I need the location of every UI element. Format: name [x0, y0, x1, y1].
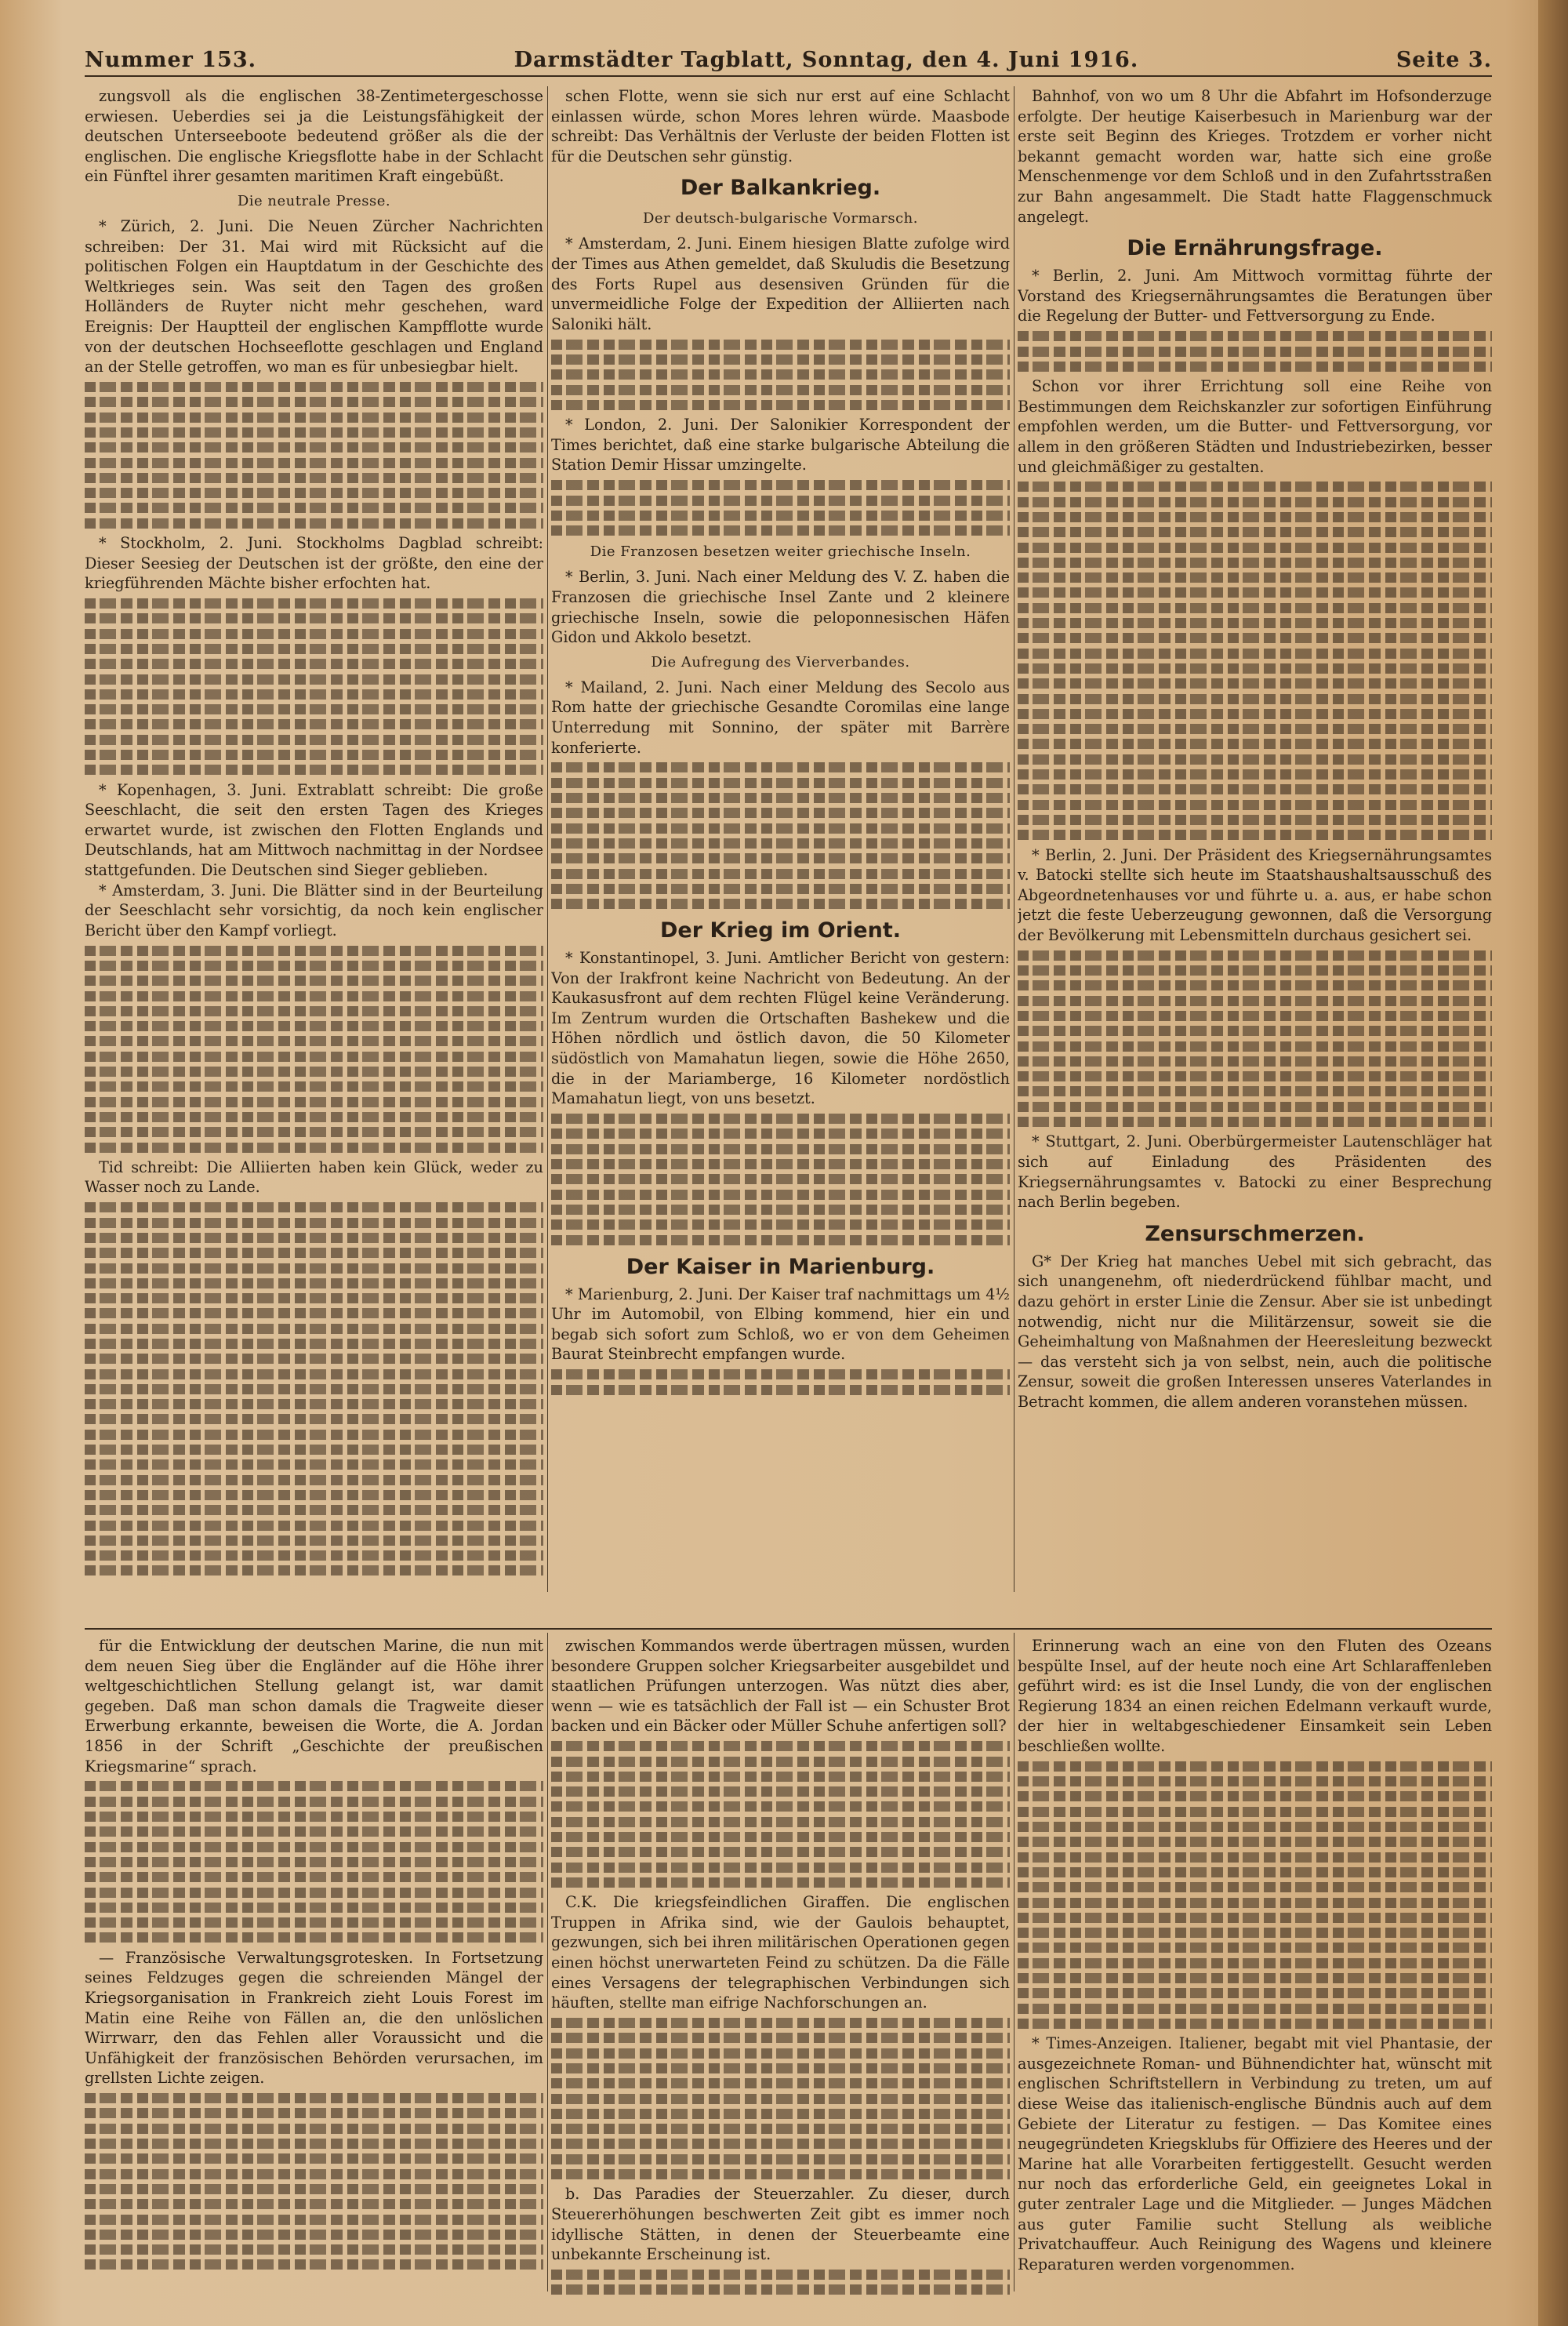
article-text-line — [551, 2063, 1010, 2073]
article-text: * Berlin, 2. Juni. Der Präsident des Kriegsernährungsamtes v. Batocki stellte sich heute im Staatshaushaltsausschuß des Abgeordnetenhauses vor und führte u. a. aus, er habe schon jetzt die feste Ueberzeugung gewonnen, daß die Versorgung der Bevölkerung mit Lebensmitteln durchaus gesichert sei. — [1018, 845, 1492, 944]
article-text-line — [1018, 739, 1492, 749]
article-text: * Mailand, 2. Juni. Nach einer Meldung des Secolo aus Rom hatte der griechische Gesandte Coromilas eine lange Unterredung mit Sonnino, der später mit Barrère konferierte. — [551, 678, 1010, 757]
article-text-line — [85, 427, 543, 438]
article-text-line — [551, 1114, 1010, 1124]
article-text-line — [1018, 587, 1492, 598]
page-number: Seite 3. — [1396, 47, 1492, 72]
article-text: * Stockholm, 2. Juni. Stockholms Dagblad schreibt: Dieser Seesieg der Deutschen ist der größte, den eine der kriegführenden Mächte bisher erfochten hat. — [85, 533, 543, 593]
article-text-line — [551, 1369, 1010, 1379]
article-text-line — [1018, 331, 1492, 341]
article-text-line — [85, 765, 543, 775]
article-text-line — [551, 496, 1010, 506]
article-text: Tid schreibt: Die Alliierten haben kein Glück, weder zu Wasser noch zu Lande. — [85, 1158, 543, 1197]
column-1 — [85, 86, 543, 1625]
article-text-line — [85, 1384, 543, 1394]
article-text-line — [1018, 784, 1492, 794]
article-text-line — [1018, 1056, 1492, 1067]
article-text-line — [551, 2284, 1010, 2295]
section-heading: Der Krieg im Orient. — [660, 918, 901, 943]
article-text-line — [1018, 527, 1492, 537]
article-text-line — [85, 2184, 543, 2194]
article-text-line — [1018, 482, 1492, 492]
article-text-line — [85, 1067, 543, 1077]
article-text-line — [551, 1817, 1010, 1827]
article-text-line — [85, 1536, 543, 1546]
article-text-line — [85, 2139, 543, 2149]
article-text: zwischen Kommandos werde übertragen müssen, wurden besondere Gruppen solcher Kriegsarbeiter ausgebildet und staatlichen Prüfungen unterzogen. Was nützt dies aber, wenn — wie es tatsächlich der Fall ist — ein Schuster Brot backen und ein Bäcker oder Müller Schuhe anfertigen soll? — [551, 1637, 1010, 1735]
article-text-line — [85, 442, 543, 452]
article-text-line — [551, 2094, 1010, 2104]
article-text-line — [85, 1781, 543, 1791]
article-text-line — [551, 385, 1010, 395]
article-text-line — [85, 598, 543, 609]
article-text-line — [85, 488, 543, 498]
article-text-line — [551, 511, 1010, 521]
article-text: * Berlin, 2. Juni. Am Mittwoch vormittag führte der Vorstand des Kriegsernährungsamtes die Beratungen über die Regelung der Butter- und Fettversorgung zu Ende. — [1018, 267, 1492, 325]
article-text-line — [1018, 1071, 1492, 1081]
article-text-line — [551, 1801, 1010, 1812]
article-text-line — [85, 2169, 543, 2179]
section-heading: Die Ernährungsfrage. — [1127, 236, 1383, 261]
article-text-line — [1018, 543, 1492, 553]
article-text-line — [1018, 1898, 1492, 1908]
article-text-line — [551, 1877, 1010, 1888]
article-text: * Berlin, 3. Juni. Nach einer Meldung des V. Z. haben die Franzosen die griechische Insel Zante und 2 kleinere griechische Inseln, sowie die peloponnesischen Häfen Gidon und Akkolo besetzt. — [551, 568, 1010, 647]
article-text-line — [551, 525, 1010, 536]
article-text-line — [85, 2215, 543, 2225]
article-text-line — [85, 613, 543, 623]
article-text-line — [551, 1863, 1010, 1873]
article-text-line — [551, 1772, 1010, 1782]
article-text: G* Der Krieg hat manches Uebel mit sich gebracht, das sich unangenehm, oft niederdrückend fühlbar macht, und dazu gehört in erster Linie die Zensur. Aber sie ist unbedingt notwendig, nicht nur die Militärzensur, soweit sie die Geheimhaltung von Maßnahmen der Heeresleitung bezweckt — das versteht sich ja von selbst, nein, auch die politische Zensur, soweit die großen Interessen unseres Vaterlandes in Betracht kommen, die allem anderen voranstehen müssen. — [1018, 1252, 1492, 1411]
article-text-line — [1018, 694, 1492, 704]
article-text-line — [1018, 1761, 1492, 1772]
article-text-line — [85, 704, 543, 714]
article-text-line — [1018, 1958, 1492, 1968]
article-text-line — [85, 1414, 543, 1424]
article-text-line — [551, 1144, 1010, 1154]
article-text: * Konstantinopel, 3. Juni. Amtlicher Bericht von gestern: Von der Irakfront keine Nachricht von Bedeutung. An der Kaukasusfront auf dem rechten Flügel keine Veränderung. Im Zentrum wurden die Ortschaften Bashekew und die Höhen nördlich und östlich davon, die 50 Kilometer südöstlich von Mamahatun liegen, sowie die Höhe 2650, die in der Mariamberge, 16 Kilometer nordöstlich Mamahatun liegt, von uns besetzt. — [551, 949, 1010, 1108]
article-text-line — [1018, 1822, 1492, 1832]
article-text: für die Entwicklung der deutschen Marine, die nun mit dem neuen Sieg über die Engländer auf die Höhe ihrer weltgeschichtlichen Stellung gelangt ist, war damit gegeben. Daß man schon damals die Tragweite dieser Erwerbung erkannte, beweisen die Worte, die A. Jordan 1856 in der Schrift „Geschichte der preußischen Kriegsmarine“ sprach. — [85, 1637, 543, 1775]
article-text-line — [551, 1190, 1010, 1200]
section-heading: Der Balkankrieg. — [680, 176, 881, 201]
article-text-line — [1018, 1102, 1492, 1112]
article-text-line — [85, 503, 543, 513]
article-text-line — [551, 823, 1010, 834]
article-text-line — [1018, 1973, 1492, 1983]
article-text-line — [85, 750, 543, 760]
article-text-line — [551, 1205, 1010, 1215]
article-text-line — [85, 674, 543, 685]
article-text: — Französische Verwaltungsgrotesken. In Fortsetzung seines Feldzuges gegen die schreienden Mängel der Kriegsorganisation in Frankreich zieht Louis Forest im Matin eine Reihe von Fällen an, die den unlöslichen Wirrwarr, den das Fehlen aller Voraussicht und die Unfähigkeit der französischen Behörden verursachen, im grellsten Lichte zeigen. — [85, 1948, 543, 2088]
article-text-line — [551, 853, 1010, 863]
article-text-line — [1018, 980, 1492, 990]
article-text-line — [85, 735, 543, 745]
article-text-line — [1018, 603, 1492, 613]
article-text-line — [1018, 663, 1492, 674]
article-text-line — [85, 1430, 543, 1440]
article-text-line — [1018, 649, 1492, 659]
article-text-line — [1018, 1837, 1492, 1847]
article-text-line — [85, 1248, 543, 1258]
article-text-line — [551, 1757, 1010, 1767]
article-text-line — [1018, 1117, 1492, 1127]
article-text-line — [1018, 678, 1492, 689]
article-text: zungsvoll als die englischen 38-Zentimetergeschosse erwiesen. Ueberdies sei ja die Leistungsfähigkeit der deutschen Unterseeboote bedeutend größer als die der englischen. Die englische Kriegsflotte habe in der Schlacht ein Fünftel ihrer gesamten maritimen Kraft eingebüßt. — [85, 87, 543, 186]
article-text-line — [551, 400, 1010, 410]
article-text-line — [85, 1932, 543, 1943]
article-text-line — [551, 2048, 1010, 2059]
article-text-line — [551, 1741, 1010, 1751]
article-text-line — [1018, 830, 1492, 840]
article-text-line — [1018, 965, 1492, 976]
article-text-line — [85, 458, 543, 468]
column-divider — [547, 1633, 548, 2291]
article-text-line — [551, 2078, 1010, 2088]
article-text-line — [85, 1127, 543, 1137]
column-3 — [1018, 86, 1492, 1625]
article-text-line — [85, 1521, 543, 1531]
article-text-line — [85, 1490, 543, 1500]
article-text-line — [85, 629, 543, 639]
article-text-line — [551, 340, 1010, 350]
article-text-line — [551, 1786, 1010, 1797]
article-text-line — [85, 518, 543, 529]
article-text-line — [85, 1308, 543, 1318]
article-text-line — [85, 1202, 543, 1212]
article-text-line — [85, 1278, 543, 1288]
article-text-line — [85, 1218, 543, 1228]
article-text-line — [1018, 1807, 1492, 1817]
article-text-line — [551, 1174, 1010, 1184]
article-text-line — [85, 961, 543, 971]
article-text-line — [85, 2108, 543, 2118]
article-text-line — [85, 1233, 543, 1243]
article-text-line — [85, 644, 543, 654]
section-heading: Zensurschmerzen. — [1145, 1221, 1365, 1246]
article-text-line — [1018, 1882, 1492, 1892]
subheading: Die Franzosen besetzen weiter griechische Inseln. — [590, 543, 971, 561]
book-binding-edge — [1538, 0, 1568, 2326]
article-text-line — [1018, 362, 1492, 372]
article-text-line — [1018, 1041, 1492, 1052]
subheading: Die Aufregung des Vierverbandes. — [651, 653, 910, 671]
article-text-line — [85, 1293, 543, 1303]
article-text-line — [85, 1812, 543, 1822]
subheading: Der deutsch-bulgarische Vormarsch. — [642, 210, 918, 227]
masthead — [85, 44, 1492, 77]
article-text-line — [85, 1903, 543, 1913]
article-text-line — [1018, 633, 1492, 643]
issue-number: Nummer 153. — [85, 47, 257, 72]
article-text-line — [1018, 1867, 1492, 1877]
article-text-line — [551, 2139, 1010, 2149]
article-text-line — [85, 1339, 543, 1349]
article-text-line — [1018, 800, 1492, 810]
article-text-line — [85, 2230, 543, 2240]
article-text: * Zürich, 2. Juni. Die Neuen Zürcher Nachrichten schreiben: Der 31. Mai wird mit Rücksicht auf die politischen Folgen ein Hauptdatum in der Geschichte des Weltkrieges sein. Was seit den Tagen des großen Holländers de Ruyter nicht mehr geschehen, ward Ereignis: Der Hauptteil der englischen Kampfflotte wurde von der deutschen Hochseeflotte geschlagen und England an der Stelle getroffen, wo man es für unbesiegbar hielt. — [85, 216, 543, 376]
article-text-line — [1018, 497, 1492, 507]
article-text-line — [1018, 347, 1492, 357]
article-text-line — [85, 382, 543, 392]
article-text-line — [85, 1369, 543, 1379]
article-text-line — [85, 413, 543, 423]
section-heading: Der Kaiser in Marienburg. — [626, 1254, 935, 1279]
article-text-line — [1018, 815, 1492, 825]
article-text-line — [551, 1235, 1010, 1245]
article-text-line — [85, 1052, 543, 1062]
article-text-line — [85, 1872, 543, 1882]
article-text-line — [1018, 2019, 1492, 2029]
article-text-line — [1018, 724, 1492, 734]
article-text-line — [85, 946, 543, 956]
article-text-line — [85, 1036, 543, 1046]
article-text: * Times-Anzeigen. Italiener, begabt mit viel Phantasie, der ausgezeichnete Roman- und Bühnendichter hat, wünscht mit englischen Schriftstellern in Verbindung zu treten, um auf diese Weise das italienisch-englische Bündnis auch auf dem Gebiete der Literatur zu festigen. — Das Komitee eines neugegründeten Kriegsklubs für Offiziere des Heeres und der Marine hat alle Vorarbeiten fertiggestellt. Gesucht werden nur noch das erforderliche Geld, ein geeignetes Lokal in guter zentraler Lage und die Mitglieder. — Junges Mädchen aus guter Familie sucht Stellung als weibliche Privatchauffeur. Auch Reinigung des Wagens und kleinere Reparaturen werden vorgenommen. — [1018, 2034, 1492, 2273]
article-text-line — [551, 762, 1010, 772]
article-text-line — [1018, 1026, 1492, 1036]
article-text-line — [551, 1847, 1010, 1857]
article-text-line — [1018, 754, 1492, 765]
column-2 — [551, 86, 1010, 1625]
article-text-line — [1018, 572, 1492, 583]
article-text-line — [551, 869, 1010, 879]
article-text-line — [551, 2109, 1010, 2119]
article-text-line — [85, 1263, 543, 1274]
column-5 — [551, 1636, 1010, 2295]
article-text-line — [1018, 1011, 1492, 1021]
article-text-line — [85, 2124, 543, 2134]
column-6 — [1018, 1636, 1492, 2295]
article-text-line — [85, 1324, 543, 1334]
article-text: * Kopenhagen, 3. Juni. Extrablatt schreibt: Die große Seeschlacht, die seit den ersten Tagen des Krieges erwartet wurde, ist zwischen den Flotten Englands und Deutschlands, hat am Mittwoch nachmittag in der Nordsee stattgefunden. Die Deutschen sind Sieger geblieben. — [85, 780, 543, 879]
article-text: Bahnhof, von wo um 8 Uhr die Abfahrt im Hofsonderzuge erfolgte. Der heutige Kaiserbesuch in Marienburg war der erste seit Beginn des Krieges. Trotzdem er vorher nicht bekannt gemacht worden war, hatte sich eine große Menschenmenge vor dem Schloß und in den Zufahrtsstraßen zur Bahn angesammelt. Die Stadt hatte Flaggenschmuck angelegt. — [1018, 87, 1492, 226]
article-text-line — [85, 397, 543, 407]
article-text-line — [85, 1112, 543, 1122]
article-text-line — [1018, 709, 1492, 719]
article-text-line — [85, 1842, 543, 1852]
article-text-line — [85, 1081, 543, 1092]
article-text-line — [1018, 1913, 1492, 1923]
article-text: Schon vor ihrer Errichtung soll eine Reihe von Bestimmungen dem Reichskanzler zur sofortigen Einführung empfohlen werden, um die Butter- und Fettversorgung, vor allem in den größeren Städten und Industriebezirken, besser und gleichmäßiger zu gestalten. — [1018, 377, 1492, 476]
article-text-line — [85, 976, 543, 986]
article-text-line — [85, 1097, 543, 1107]
article-text-line — [551, 838, 1010, 849]
article-text-line — [1018, 1943, 1492, 1953]
article-text-line — [85, 1505, 543, 1515]
article-text-line — [551, 2169, 1010, 2179]
article-text-line — [551, 899, 1010, 909]
article-text-line — [85, 1826, 543, 1837]
article-text-line — [85, 1565, 543, 1576]
article-text-line — [85, 1143, 543, 1153]
article-text: * London, 2. Juni. Der Salonikier Korrespondent der Times berichtet, daß eine starke bulgarische Abteilung die Station Demir Hissar umzingelte. — [551, 416, 1010, 474]
article-text: * Amsterdam, 3. Juni. Die Blätter sind in der Beurteilung der Seeschlacht sehr vorsichtig, da noch kein englischer Bericht über den Kampf vorliegt. — [85, 881, 543, 939]
column-divider — [547, 86, 548, 1592]
article-text-line — [85, 1459, 543, 1470]
article-text-line — [551, 1832, 1010, 1842]
article-text-line — [1018, 996, 1492, 1006]
newspaper-title: Darmstädter Tagblatt, Sonntag, den 4. Juni 1916. — [514, 47, 1139, 72]
article-text-line — [85, 1475, 543, 1485]
article-text-line — [1018, 950, 1492, 961]
article-text-line — [85, 473, 543, 483]
article-text-line — [551, 2270, 1010, 2280]
section-heading: Die neutrale Presse. — [237, 192, 391, 209]
article-text-line — [551, 2154, 1010, 2164]
article-text-line — [1018, 1791, 1492, 1801]
article-text-line — [85, 1006, 543, 1016]
article-text-line — [551, 369, 1010, 380]
article-text-line — [1018, 618, 1492, 628]
article-text-line — [551, 2018, 1010, 2028]
article-text-line — [551, 778, 1010, 788]
article-text: * Amsterdam, 2. Juni. Einem hiesigen Blatte zufolge wird der Times aus Athen gemeldet, daß Skuludis die Besetzung des Forts Rupel aus desensiven Gründen für die unvermeidliche Folge der Expedition der Alliierten nach Saloniki hält. — [551, 234, 1010, 333]
article-text-line — [85, 1917, 543, 1928]
article-text: b. Das Paradies der Steuerzahler. Zu dieser, durch Steuererhöhungen beschwerten Zeit gibt es immer noch idyllische Stätten, in denen der Steuerbeamte eine unbekannte Erscheinung ist. — [551, 2185, 1010, 2264]
article-text-line — [85, 2153, 543, 2164]
article-text-line — [1018, 2004, 1492, 2014]
article-text-line — [85, 2259, 543, 2270]
article-text-line — [85, 1888, 543, 1898]
article-text-line — [551, 1128, 1010, 1139]
horizontal-divider — [85, 1628, 1492, 1630]
article-text-line — [551, 480, 1010, 490]
article-text: * Stuttgart, 2. Juni. Oberbürgermeister Lautenschläger hat sich auf Einladung des Präsidenten des Kriegsernährungsamtes v. Batocki zu einer Besprechung nach Berlin begeben. — [1018, 1132, 1492, 1212]
article-text-line — [551, 1159, 1010, 1169]
article-text-line — [85, 1550, 543, 1561]
article-text-line — [85, 719, 543, 729]
article-text-line — [551, 2033, 1010, 2043]
article-text-line — [1018, 1852, 1492, 1863]
article-text-line — [1018, 558, 1492, 568]
article-text-line — [1018, 1988, 1492, 1998]
article-text-line — [551, 884, 1010, 894]
article-text-line — [551, 354, 1010, 365]
article-text-line — [85, 2199, 543, 2209]
column-4 — [85, 1636, 543, 2295]
article-text: schen Flotte, wenn sie sich nur erst auf eine Schlacht einlassen würde, schon Mores lehren würde. Maasbode schreibt: Das Verhältnis der Verluste der beiden Flotten ist für die Deutschen sehr günstig. — [551, 87, 1010, 165]
article-text: * Marienburg, 2. Juni. Der Kaiser traf nachmittags um 4½ Uhr im Automobil, von Elbing kommend, hier ein und begab sich sofort zum Schloß, wo er von dem Geheimen Baurat Steinbrecht empfangen wurde. — [551, 1285, 1010, 1364]
article-text-line — [1018, 1928, 1492, 1938]
article-text-line — [85, 1445, 543, 1455]
article-text-line — [85, 2244, 543, 2255]
article-text-line — [85, 1021, 543, 1031]
article-text-line — [85, 1857, 543, 1867]
article-text-line — [85, 991, 543, 1001]
article-text-line — [1018, 1776, 1492, 1786]
article-text: Erinnerung wach an eine von den Fluten des Ozeans bespülte Insel, auf der heute noch eine Art Schlaraffenleben geführt wird: es ist die Insel Lundy, die von der englischen Regierung 1834 an einen reichen Edelmann verkauft wurde, der hier in weltabgeschiedener Einsamkeit sein Leben beschließen wollte. — [1018, 1637, 1492, 1755]
article-text: C.K. Die kriegsfeindlichen Giraffen. Die englischen Truppen in Afrika sind, wie der Gaulois behauptet, gezwungen, sich bei ihren militärischen Operationen gegen einen höchst unerwarteten Feind zu schützen. Da die Fälle eines Versagens der telegraphischen Verbindungen sich häuften, stellte man eifrige Nachforschungen an. — [551, 1893, 1010, 2012]
article-text-line — [551, 1385, 1010, 1395]
article-text-line — [1018, 1086, 1492, 1096]
article-text-line — [551, 793, 1010, 803]
article-text-line — [551, 1219, 1010, 1230]
article-text-line — [551, 808, 1010, 818]
article-text-line — [1018, 769, 1492, 780]
article-text-line — [85, 1399, 543, 1409]
article-text-line — [85, 689, 543, 700]
article-text-line — [85, 659, 543, 669]
article-text-line — [85, 2093, 543, 2103]
article-text-line — [85, 1354, 543, 1364]
article-text-line — [551, 2124, 1010, 2134]
article-text-line — [85, 1797, 543, 1807]
article-text-line — [1018, 512, 1492, 522]
